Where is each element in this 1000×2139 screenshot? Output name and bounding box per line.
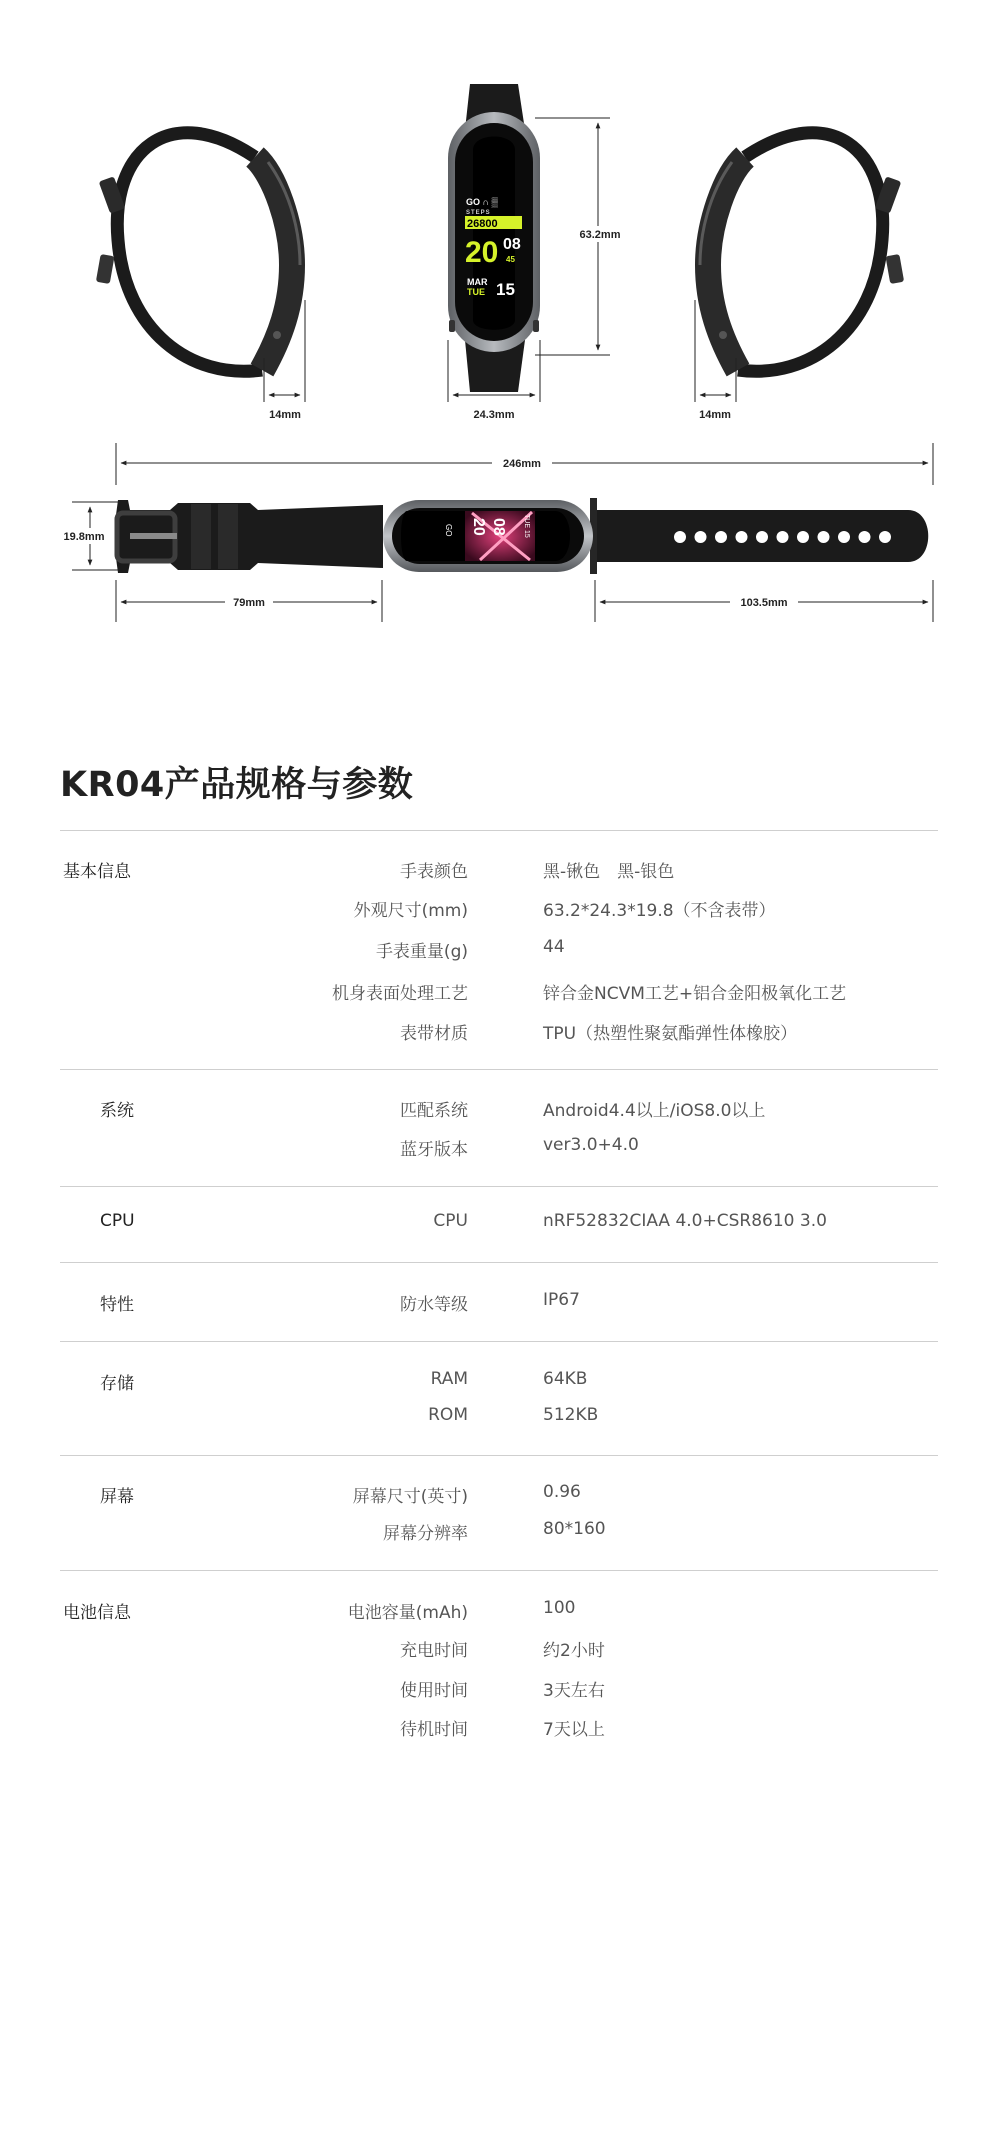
screen-weekday: TUE [467, 287, 485, 297]
spec-value: ver3.0+4.0 [543, 1135, 639, 1155]
spec-value: 80*160 [543, 1519, 606, 1539]
dim-front-width: 24.3mm [473, 409, 515, 421]
spec-category: 基本信息 [63, 862, 131, 882]
spec-key: 待机时间 [400, 1720, 468, 1740]
dim-band-height: 19.8mm [63, 531, 105, 543]
spec-category: 屏幕 [100, 1487, 134, 1507]
spec-category: 系统 [100, 1101, 134, 1121]
spec-key: CPU [433, 1211, 468, 1231]
band-hole [695, 531, 707, 543]
spec-key: 屏幕分辨率 [383, 1524, 468, 1544]
divider [60, 1455, 938, 1456]
screen-status-icons: GO ∩ ▒ [466, 197, 498, 207]
dim-front-height: 63.2mm [579, 229, 621, 241]
spec-key: ROM [428, 1405, 468, 1425]
svg-text:08: 08 [490, 518, 507, 536]
spec-value: 0.96 [543, 1482, 581, 1502]
spec-value: 64KB [543, 1369, 588, 1389]
spec-value: 锌合金NCVM工艺+铝合金阳极氧化工艺 [543, 984, 847, 1004]
band-hole [838, 531, 850, 543]
divider [60, 1186, 938, 1187]
spec-key: 防水等级 [400, 1295, 468, 1315]
spec-key: 蓝牙版本 [400, 1140, 468, 1160]
screen-hour: 20 [465, 236, 499, 269]
spec-value: Android4.4以上/iOS8.0以上 [543, 1101, 766, 1121]
side-view-left [96, 133, 300, 371]
dim-total-length: 246mm [503, 458, 541, 470]
spec-key: 表带材质 [400, 1024, 468, 1044]
svg-text:20: 20 [470, 518, 487, 536]
spec-value: 约2小时 [543, 1641, 605, 1661]
spec-category: 存储 [100, 1374, 134, 1394]
band-hole [777, 531, 789, 543]
spec-key: 匹配系统 [400, 1101, 468, 1121]
divider [60, 1341, 938, 1342]
spec-value: 3天左右 [543, 1681, 605, 1701]
screen-day: 15 [496, 280, 515, 299]
spec-key: 手表颜色 [400, 862, 468, 882]
divider [60, 830, 938, 831]
spec-title: KR04产品规格与参数 [60, 765, 414, 805]
dim-right-depth: 14mm [699, 409, 731, 421]
spec-key: 外观尺寸(mm) [353, 901, 468, 921]
spec-category: 电池信息 [63, 1603, 131, 1623]
svg-text:TUE 15: TUE 15 [523, 514, 530, 538]
band-hole [797, 531, 809, 543]
divider [60, 1069, 938, 1070]
dim-strap-length: 103.5mm [740, 597, 788, 609]
spec-value: 7天以上 [543, 1720, 605, 1740]
spec-value: 512KB [543, 1405, 599, 1425]
spec-value: IP67 [543, 1290, 580, 1310]
spec-category: CPU [100, 1211, 135, 1231]
dim-left-depth: 14mm [269, 409, 301, 421]
band-hole [756, 531, 768, 543]
screen-second: 45 [506, 255, 515, 264]
spec-key: 机身表面处理工艺 [332, 984, 468, 1004]
screen-month: MAR [467, 277, 488, 287]
spec-key: 手表重量(g) [375, 942, 468, 962]
divider [60, 1262, 938, 1263]
product-dimension-diagram [0, 0, 1000, 700]
spec-value: 100 [543, 1598, 576, 1618]
screen-steps-label: STEPS [466, 210, 491, 216]
spec-value: TPU（热塑性聚氨酯弹性体橡胶） [543, 1024, 798, 1044]
spec-key: 使用时间 [400, 1681, 468, 1701]
band-hole [859, 531, 871, 543]
band-hole [715, 531, 727, 543]
spec-key: 电池容量(mAh) [347, 1603, 468, 1623]
spec-key: 屏幕尺寸(英寸) [352, 1487, 468, 1507]
divider [60, 1570, 938, 1571]
side-view-right [700, 133, 904, 371]
screen-minute: 08 [503, 236, 521, 253]
spec-category: 特性 [100, 1295, 134, 1315]
band-hole [879, 531, 891, 543]
spec-value: 44 [543, 937, 565, 957]
svg-text:GO: GO [444, 524, 453, 537]
spec-value: 黑-锹色 黑-银色 [543, 862, 675, 882]
spec-key: RAM [430, 1369, 468, 1389]
dim-buckle-length: 79mm [233, 597, 265, 609]
band-hole [674, 531, 686, 543]
band-hole [736, 531, 748, 543]
screen-steps-value: 26800 [467, 218, 498, 230]
spec-value: 63.2*24.3*19.8（不含表带） [543, 901, 776, 921]
spec-value: nRF52832CIAA 4.0+CSR8610 3.0 [543, 1211, 827, 1231]
spec-key: 充电时间 [400, 1641, 468, 1661]
band-hole [818, 531, 830, 543]
